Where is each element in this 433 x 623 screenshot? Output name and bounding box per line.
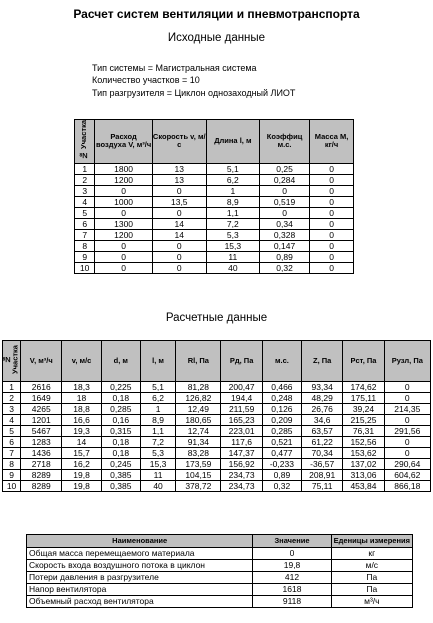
table-cell: 7,2 [140,436,175,447]
table-cell: 1,1 [140,425,175,436]
table-cell: 8,9 [206,196,259,207]
table-cell: 290,64 [384,458,430,469]
table-row [75,185,354,196]
table-row [3,480,431,491]
table-cell: 0 [152,207,206,218]
column-header: Расход воздуха V, м³/ч [95,120,152,164]
table-cell: 3 [75,185,95,196]
table-cell: 223,01 [221,425,262,436]
page-title: Расчет систем вентиляции и пневмотранспорта [73,7,360,21]
table-row [75,174,354,185]
table-cell: 7 [75,229,95,240]
table-cell: 0 [259,207,309,218]
table-cell: 0 [95,251,152,262]
table-cell: 83,28 [176,447,221,458]
table-cell: 0 [310,240,354,251]
table-cell: 175,11 [343,392,384,403]
column-header: d, м [101,341,140,382]
table-cell: 2 [3,392,21,403]
table-cell: -0,233 [262,458,301,469]
table-cell: 174,62 [343,381,384,392]
table-cell: 0,32 [259,262,309,273]
table-cell: 1000 [95,196,152,207]
table-cell: 0 [310,185,354,196]
table-row [3,447,431,458]
input-data-heading: Исходные данные [167,32,266,44]
table-cell: 0 [384,436,430,447]
table-cell: 0,16 [101,414,140,425]
table-cell: 13 [152,163,206,174]
table-cell: 180,65 [176,414,221,425]
table-cell: 12,74 [176,425,221,436]
table-cell: 208,91 [302,469,343,480]
table-cell: 2 [75,174,95,185]
table-cell: 18,8 [62,403,101,414]
table-cell: 1283 [21,436,62,447]
table-cell: 0 [95,262,152,273]
table-cell: 0,477 [262,447,301,458]
table-cell: 0 [310,196,354,207]
table-cell: 19,8 [253,560,331,572]
table-cell: 0,89 [259,251,309,262]
table-cell: Общая масса перемещаемого материала [27,548,253,560]
table-cell: 5,1 [140,381,175,392]
table-cell: 173,59 [176,458,221,469]
table-cell: 1 [140,403,175,414]
table-cell: 19,8 [62,480,101,491]
table-cell: 0,126 [262,403,301,414]
table-cell: 152,56 [343,436,384,447]
table-cell: 1200 [95,229,152,240]
table-cell: 147,37 [221,447,262,458]
table-cell: 1 [3,381,21,392]
table-cell: 0,209 [262,414,301,425]
table-cell: 9 [75,251,95,262]
table-cell: 0 [310,262,354,273]
table-cell: 91,34 [176,436,221,447]
table-cell: 1,1 [206,207,259,218]
table-cell: 70,34 [302,447,343,458]
table-row [3,381,431,392]
table-cell: 1300 [95,218,152,229]
table-cell: 14 [62,436,101,447]
column-header: Длина l, м [206,120,259,164]
table-cell: 16,6 [62,414,101,425]
summary-table [26,534,413,608]
table-cell: 0 [253,548,331,560]
table-cell: 18 [62,392,101,403]
table-row [3,403,431,414]
table-cell: 0,225 [101,381,140,392]
table-cell: 93,34 [302,381,343,392]
table-row [75,218,354,229]
table-cell: 5 [3,425,21,436]
table-cell: 0 [310,207,354,218]
table-cell: 0,284 [259,174,309,185]
table-cell: 6,2 [206,174,259,185]
table-cell: 2616 [21,381,62,392]
table-cell: 1 [75,163,95,174]
table-cell: 0 [384,447,430,458]
table-cell: 2718 [21,458,62,469]
table-cell: 0 [152,185,206,196]
table-cell: 194,4 [221,392,262,403]
table-cell: 1 [206,185,259,196]
table-cell: 165,23 [221,414,262,425]
column-header [3,341,21,382]
column-header-label: № Участка [2,345,20,374]
table-cell: 0 [95,207,152,218]
table-cell: 26,76 [302,403,343,414]
calc-data-heading: Расчетные данные [165,312,268,324]
table-cell: 13 [152,174,206,185]
table-cell: 76,31 [343,425,384,436]
table-cell: 1200 [95,174,152,185]
column-header: Наименование [27,535,253,548]
column-header: Еденицы измерения [331,535,412,548]
table-cell: 8 [3,458,21,469]
table-cell: 866,18 [384,480,430,491]
table-cell: 63,57 [302,425,343,436]
table-row [3,425,431,436]
table-cell: 12,49 [176,403,221,414]
table-cell: 156,92 [221,458,262,469]
table-cell: 0 [152,251,206,262]
table-cell: 0 [310,229,354,240]
table-cell: 137,02 [343,458,384,469]
table-cell: 0,385 [101,469,140,480]
table-cell: 15,7 [62,447,101,458]
table-cell: 0 [152,240,206,251]
table-cell: 0,34 [259,218,309,229]
table-row [27,572,413,584]
table-cell: 48,29 [302,392,343,403]
table-cell: 8289 [21,480,62,491]
table-cell: 1436 [21,447,62,458]
table-cell: м/с [331,560,412,572]
table-cell: 0 [384,414,430,425]
table-cell: 34,6 [302,414,343,425]
table-cell: 9 [3,469,21,480]
table-cell: 0,18 [101,436,140,447]
table-cell: 8,9 [140,414,175,425]
table-cell: 18,3 [62,381,101,392]
table-cell: 117,6 [221,436,262,447]
column-header: м.с. [262,341,301,382]
table-cell: кг [331,548,412,560]
table-cell: 14 [152,229,206,240]
table-cell: -36,57 [302,458,343,469]
table-cell: 153,62 [343,447,384,458]
column-header: Pд, Па [221,341,262,382]
table-cell: 0,521 [262,436,301,447]
table-row [3,469,431,480]
table-cell: 40 [206,262,259,273]
table-cell: 0,89 [262,469,301,480]
table-row [27,584,413,596]
unloader-type-line: Тип разгрузителя = Циклон однозаходный ЛИОТ [92,88,296,98]
table-cell: 0 [310,218,354,229]
table-cell: 313,06 [343,469,384,480]
table-cell: 11 [206,251,259,262]
table-cell: 0,18 [101,447,140,458]
table-cell: 0,248 [262,392,301,403]
table-cell: Па [331,584,412,596]
table-cell: Объемный расход вентилятора [27,596,253,608]
table-cell: 6,2 [140,392,175,403]
table-cell: 0,18 [101,392,140,403]
table-row [75,163,354,174]
column-header: Коэффиц м.с. [259,120,309,164]
table-row [3,458,431,469]
table-cell: 1649 [21,392,62,403]
table-cell: 0,315 [101,425,140,436]
table-cell: 0 [310,163,354,174]
column-header: Z, Па [302,341,343,382]
table-cell: 1201 [21,414,62,425]
table-cell: 10 [75,262,95,273]
table-cell: 5,3 [206,229,259,240]
table-cell: 39,24 [343,403,384,414]
table-cell: 5 [75,207,95,218]
table-cell: 0,285 [101,403,140,414]
table-cell: м³/ч [331,596,412,608]
column-header: V, м³/ч [21,341,62,382]
table-cell: 6 [75,218,95,229]
table-cell: 234,73 [221,469,262,480]
table-cell: 0,385 [101,480,140,491]
table-cell: 0,245 [101,458,140,469]
table-cell: 8289 [21,469,62,480]
column-header-label: № Участка [79,120,89,161]
table-cell: 8 [75,240,95,251]
table-cell: 200,47 [221,381,262,392]
table-cell: 214,35 [384,403,430,414]
table-cell: 19,3 [62,425,101,436]
calc-data-table [2,340,431,492]
table-cell: 5,1 [206,163,259,174]
table-cell: 0,328 [259,229,309,240]
table-cell: 7 [3,447,21,458]
table-cell: 0 [95,240,152,251]
column-header: Масса М, кг/ч [310,120,354,164]
table-cell: 412 [253,572,331,584]
table-cell: 126,82 [176,392,221,403]
table-cell: 291,56 [384,425,430,436]
table-cell: 19,8 [62,469,101,480]
table-cell: 0,519 [259,196,309,207]
table-cell: 1800 [95,163,152,174]
table-cell: 40 [140,480,175,491]
table-row [3,414,431,425]
table-cell: 7,2 [206,218,259,229]
table-cell: 234,73 [221,480,262,491]
table-cell: 9118 [253,596,331,608]
table-row [75,251,354,262]
column-header: Pузл, Па [384,341,430,382]
table-row [27,596,413,608]
section-count-line: Количество участков = 10 [92,75,200,85]
table-cell: 0 [95,185,152,196]
table-cell: 0,32 [262,480,301,491]
column-header: Скорость v, м/с [152,120,206,164]
table-cell: 0 [152,262,206,273]
column-header: v, м/с [62,341,101,382]
table-cell: 13,5 [152,196,206,207]
table-cell: 15,3 [206,240,259,251]
table-row [75,207,354,218]
table-row [75,196,354,207]
table-cell: 104,15 [176,469,221,480]
table-cell: 211,59 [221,403,262,414]
table-cell: 61,22 [302,436,343,447]
table-cell: 4 [3,414,21,425]
table-cell: 0 [310,174,354,185]
table-cell: 0 [310,251,354,262]
table-cell: 4 [75,196,95,207]
table-cell: 0 [384,381,430,392]
table-cell: 0,147 [259,240,309,251]
table-cell: 0,466 [262,381,301,392]
table-row [27,560,413,572]
table-cell: 0 [384,392,430,403]
table-row [75,262,354,273]
table-cell: Па [331,572,412,584]
table-cell: 11 [140,469,175,480]
table-cell: 4265 [21,403,62,414]
input-data-table [74,119,354,274]
table-row [3,392,431,403]
table-row [27,548,413,560]
table-cell: Скорость входа воздушного потока в циклон [27,560,253,572]
table-cell: 378,72 [176,480,221,491]
table-cell: 0,285 [262,425,301,436]
table-row [3,436,431,447]
table-row [75,240,354,251]
table-cell: 1618 [253,584,331,596]
table-cell: 5,3 [140,447,175,458]
column-header [75,120,95,164]
table-cell: 453,84 [343,480,384,491]
table-cell: Потери давления в разгрузителе [27,572,253,584]
column-header: Значение [253,535,331,548]
table-cell: 15,3 [140,458,175,469]
table-row [75,229,354,240]
table-cell: 215,25 [343,414,384,425]
column-header: Rl, Па [176,341,221,382]
column-header: l, м [140,341,175,382]
table-cell: 3 [3,403,21,414]
column-header: Pст, Па [343,341,384,382]
table-cell: 6 [3,436,21,447]
table-cell: 604,62 [384,469,430,480]
system-type-line: Тип системы = Магистральная система [92,63,257,73]
table-cell: 10 [3,480,21,491]
table-cell: 81,28 [176,381,221,392]
table-cell: 16,2 [62,458,101,469]
table-cell: 75,11 [302,480,343,491]
table-cell: 0,25 [259,163,309,174]
table-cell: Напор вентилятора [27,584,253,596]
table-cell: 5467 [21,425,62,436]
table-cell: 14 [152,218,206,229]
table-cell: 0 [259,185,309,196]
